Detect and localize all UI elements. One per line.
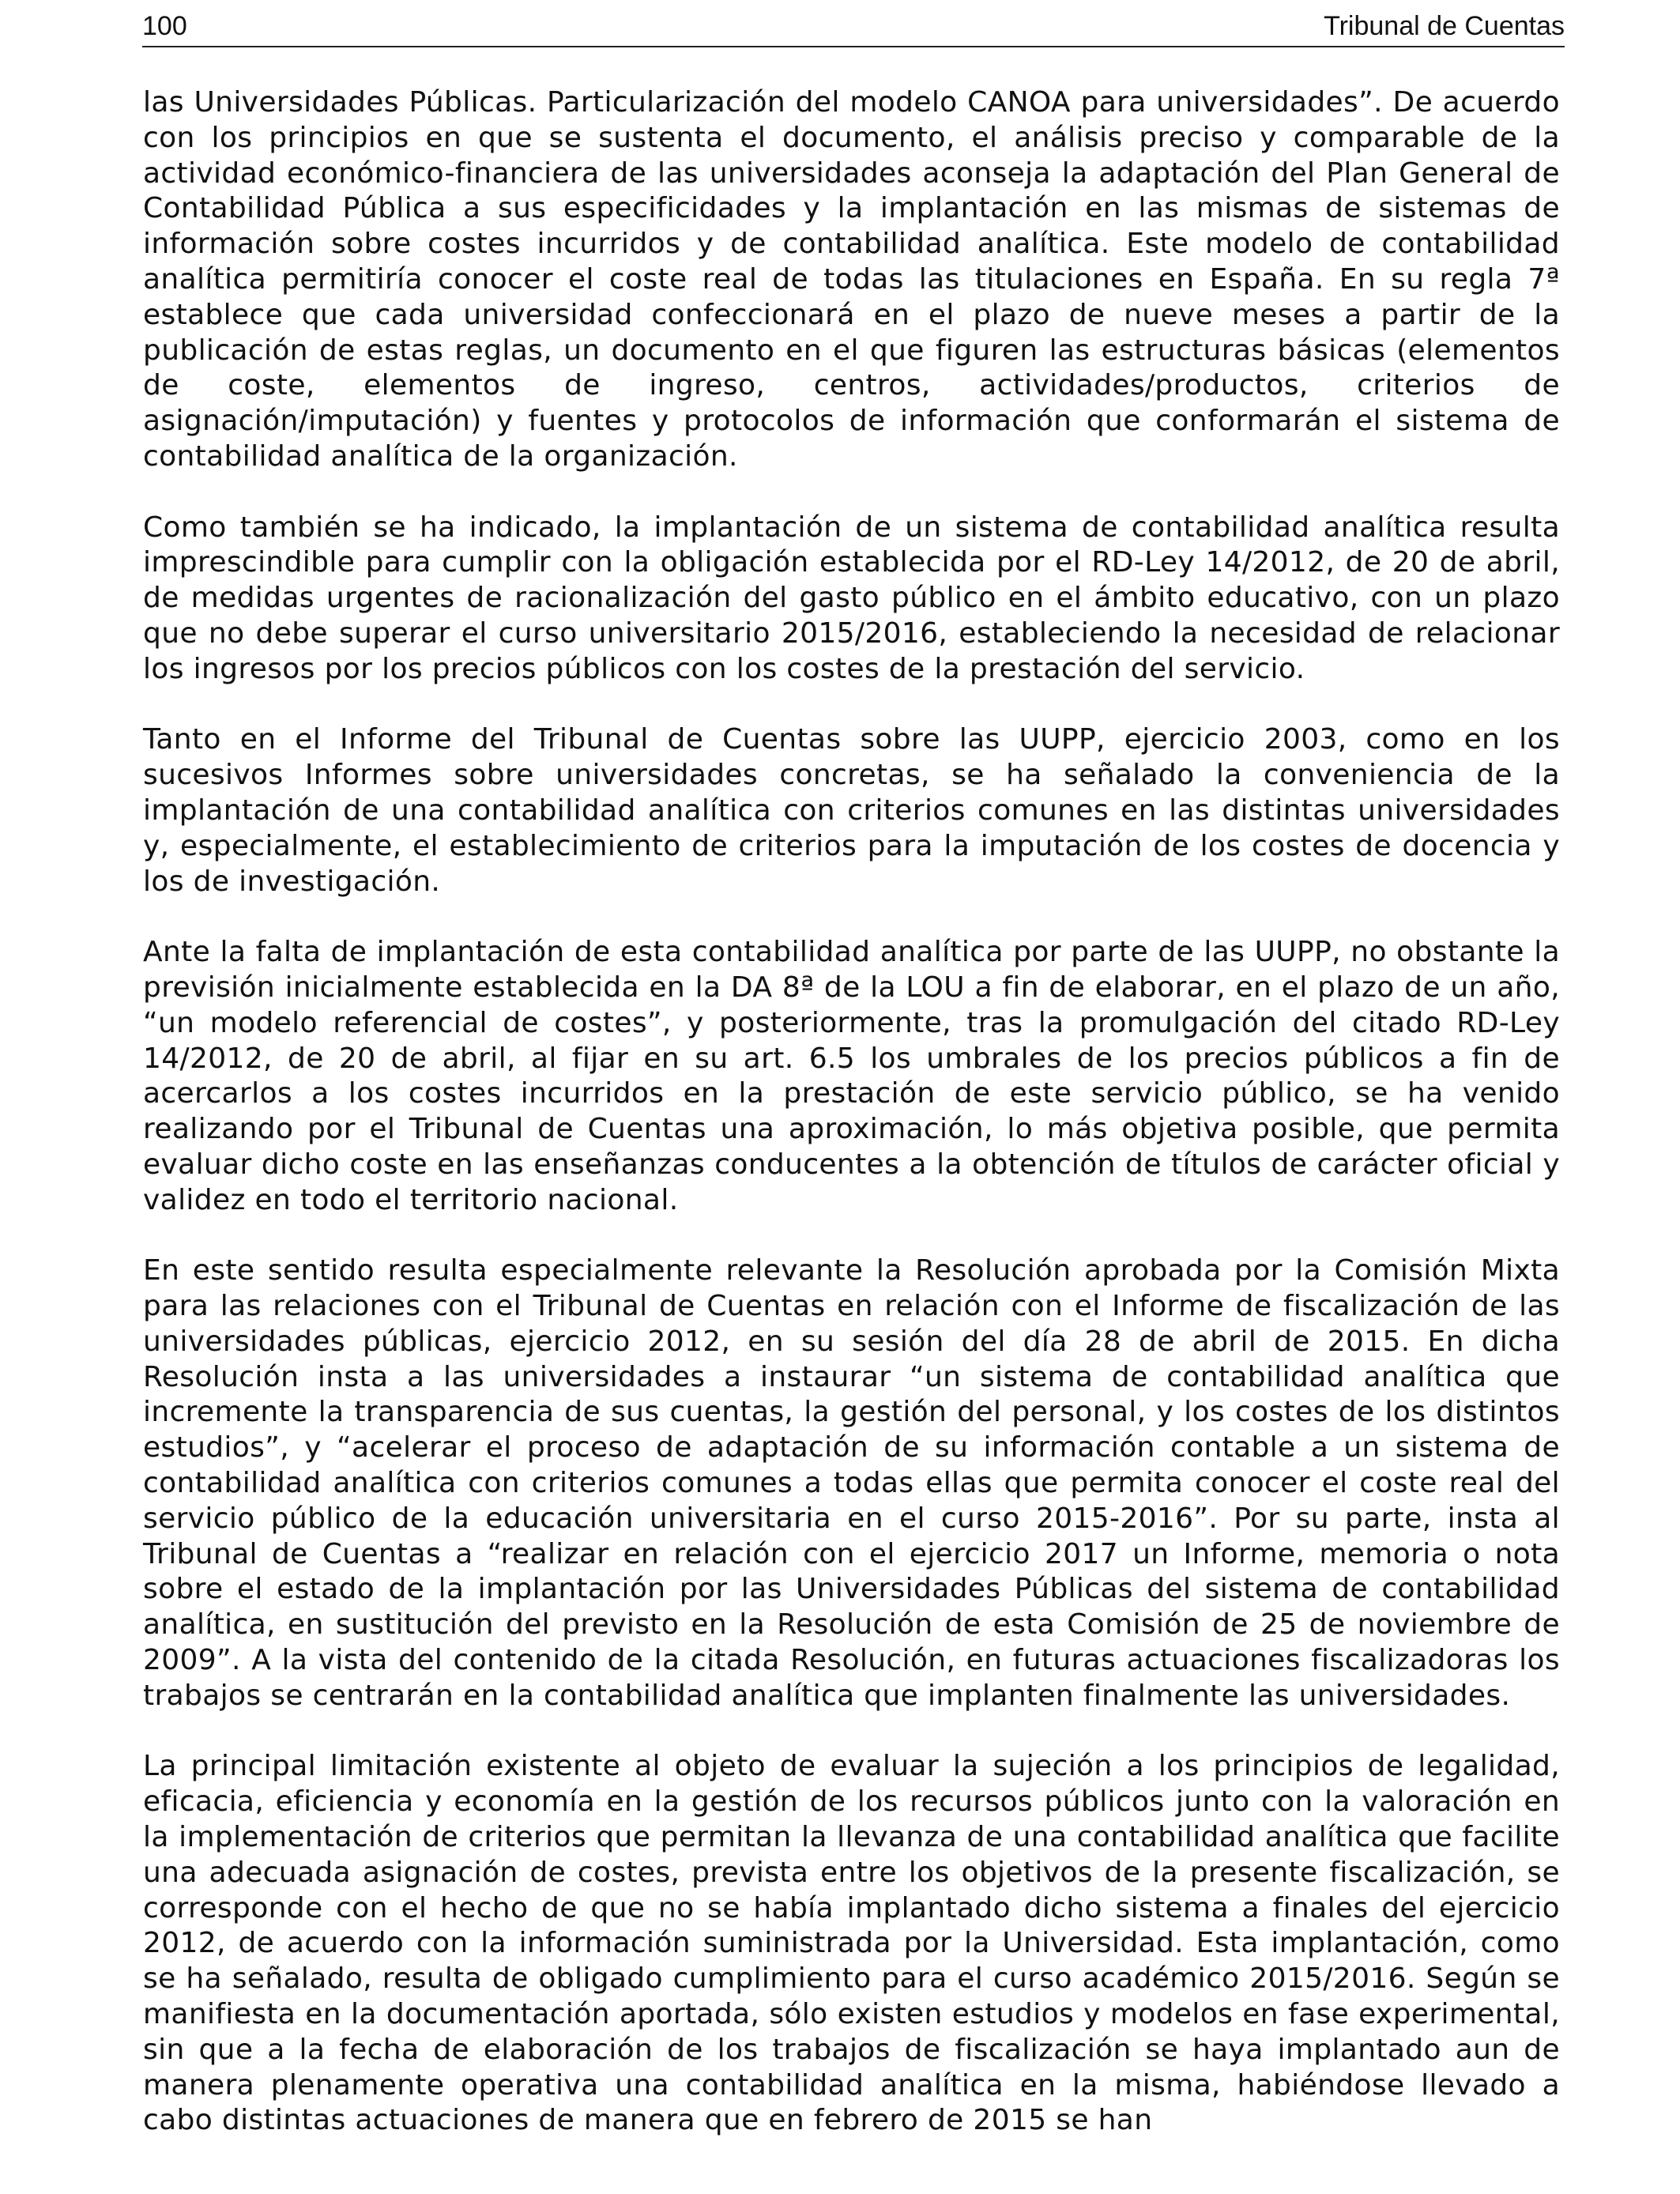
body-text — [143, 85, 1560, 2139]
page-number: 100 — [142, 11, 187, 41]
paragraph-5: En este sentido resulta especialmente relevante la Resolución aprobada por la Comisión Mixta para las relaciones con el Tribunal de Cuentas en relación con el Informe de fiscalización de las universidades públicas, ejercicio 2012, en su sesión del día 28 de abril de 2015. En dicha Resolución insta a las universidades a instaurar “un sistema de contabilidad analítica que incremente la transparencia de sus cuentas, la gestión del personal, y los costes de los distintos estudios”, y “acelerar el proceso de adaptación de su información contable a un sistema de contabilidad analítica con criterios comunes a todas ellas que permita conocer el coste real del servicio público de la educación universitaria en el curso 2015-2016”. Por su parte, insta al Tribunal de Cuentas a “realizar en relación con el ejercicio 2017 un Informe, memoria o nota sobre el estado de la implantación por las Universidades Públicas del sistema de contabilidad analítica, en sustitución del previsto en la Resolución de esta Comisión de 25 de noviembre de 2009”. A la vista del contenido de la citada Resolución, en futuras actuaciones fiscalizadoras los trabajos se centrarán en la contabilidad analítica que implanten finalmente las universidades. — [143, 1254, 1560, 1712]
paragraph-4: Ante la falta de implantación de esta contabilidad analítica por parte de las UUPP, no obstante la previsión inicialmente establecida en la DA 8ª de la LOU a fin de elaborar, en el plazo de un año, “un modelo referencial de costes”, y posteriormente, tras la promulgación del citado RD-Ley 14/2012, de 20 de abril, al fijar en su art. 6.5 los umbrales de los precios públicos a fin de acercarlos a los costes incurridos en la prestación de este servicio público, se ha venido realizando por el Tribunal de Cuentas una aproximación, lo más objetiva posible, que permita evaluar dicho coste en las enseñanzas conducentes a la obtención de títulos de carácter oficial y validez en todo el territorio nacional. — [143, 936, 1560, 1216]
header-title: Tribunal de Cuentas — [1324, 11, 1565, 41]
paragraph-6: La principal limitación existente al objeto de evaluar la sujeción a los principios de legalidad, eficacia, eficiencia y economía en la gestión de los recursos públicos junto con la valoración en la implementación de criterios que permitan la llevanza de una contabilidad analítica que facilite una adecuada asignación de costes, prevista entre los objetivos de la presente fiscalización, se corresponde con el hecho de que no se había implantado dicho sistema a finales del ejercicio 2012, de acuerdo con la información suministrada por la Universidad. Esta implantación, como se ha señalado, resulta de obligado cumplimiento para el curso académico 2015/2016. Según se manifiesta en la documentación aportada, sólo existen estudios y modelos en fase experimental, sin que a la fecha de elaboración de los trabajos de fiscalización se haya implantado aun de manera plenamente operativa una contabilidad analítica en la misma, habiéndose llevado a cabo distintas actuaciones de manera que en febrero de 2015 se han — [143, 1750, 1560, 2137]
paragraph-2: Como también se ha indicado, la implantación de un sistema de contabilidad analítica resulta imprescindible para cumplir con la obligación establecida por el RD-Ley 14/2012, de 20 de abril, de medidas urgentes de racionalización del gasto público en el ámbito educativo, con un plazo que no debe superar el curso universitario 2015/2016, estableciendo la necesidad de relacionar los ingresos por los precios públicos con los costes de la prestación del servicio. — [143, 511, 1560, 685]
paragraph-3: Tanto en el Informe del Tribunal de Cuentas sobre las UUPP, ejercicio 2003, como en los sucesivos Informes sobre universidades concretas, se ha señalado la conveniencia de la implantación de una contabilidad analítica con criterios comunes en las distintas universidades y, especialmente, el establecimiento de criterios para la imputación de los costes de docencia y los de investigación. — [143, 723, 1560, 898]
page-header — [142, 6, 1565, 47]
paragraph-1: las Universidades Públicas. Particularización del modelo CANOA para universidades”. De acuerdo con los principios en que se sustenta el documento, el análisis preciso y comparable de la actividad económico-financiera de las universidades aconseja la adaptación del Plan General de Contabilidad Pública a sus especificidades y la implantación en las mismas de sistemas de información sobre costes incurridos y de contabilidad analítica. Este modelo de contabilidad analítica permitiría conocer el coste real de todas las titulaciones en España. En su regla 7ª establece que cada universidad confeccionará en el plazo de nueve meses a partir de la publicación de estas reglas, un documento en el que figuren las estructuras básicas (elementos de coste, elementos de ingreso, centros, actividades/productos, criterios de asignación/imputación) y fuentes y protocolos de información que conformarán el sistema de contabilidad analítica de la organización. — [143, 86, 1560, 473]
